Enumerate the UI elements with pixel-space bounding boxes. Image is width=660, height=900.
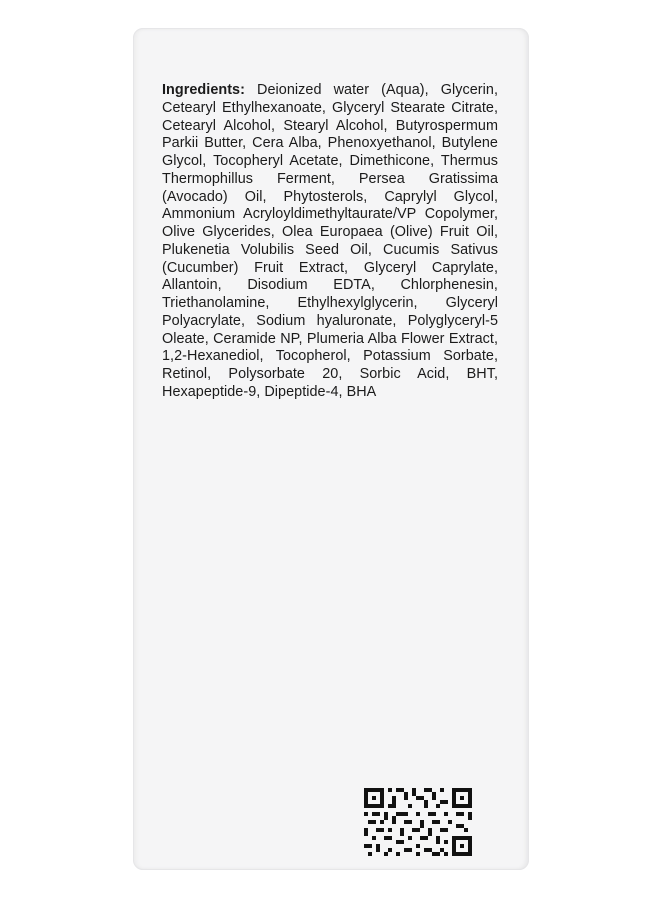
qr-code-icon [364, 787, 472, 857]
ingredients-list [162, 82, 498, 402]
ingredients-label: Ingredients: [162, 82, 245, 98]
ingredients-text: Deionized water (Aqua), Glycerin, Cetearyl Ethylhexanoate, Glyceryl Stearate Citrate, Cetearyl Alcohol, Stearyl Alcohol, Butyrospermum Parkii Butter, Cera Alba, Phenoxyethanol, Butylene Glycol, Tocopheryl Acetate, Dimethicone, Thermus Thermophillus Ferment, Persea Gratissima (Avocado) Oil, Phytosterols, Caprylyl Glycol, Ammonium Acryloyldimethyltaurate/VP Copolymer, Olive Glycerides, Olea Europaea (Olive) Fruit Oil, Plukenetia Volubilis Seed Oil, Cucumis Sativus (Cucumber) Fruit Extract, Glyceryl Caprylate, Allantoin, Disodium EDTA, Chlorphenesin, Triethanolamine, Ethylhexylglycerin, Glyceryl Polyacrylate, Sodium hyaluronate, Polyglyceryl-5 Oleate, Ceramide NP, Plumeria Alba Flower Extract, 1,2-Hexanediol, Tocopherol, Potassium Sorbate, Retinol, Polysorbate 20, Sorbic Acid, BHT, Hexapeptide-9, Dipeptide-4, BHA [162, 82, 498, 400]
